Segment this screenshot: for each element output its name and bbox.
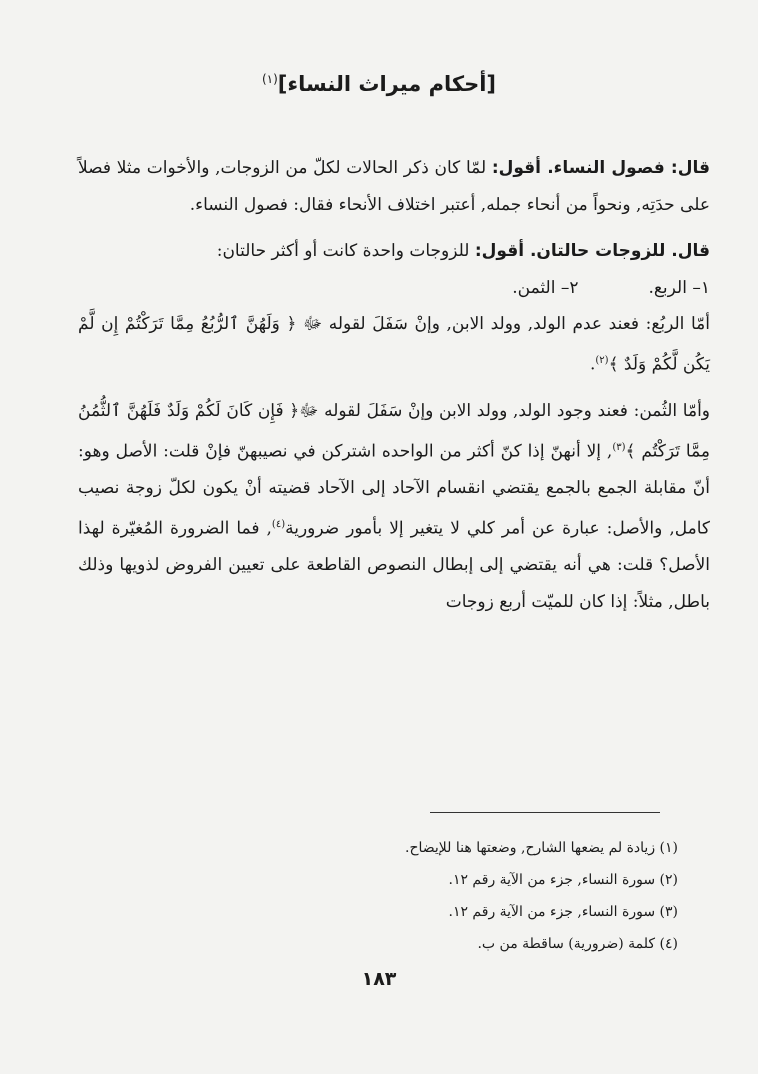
paragraph-2-text: للزوجات واحدة كانت أو أكثر حالتان: <box>216 241 475 262</box>
body-text <box>78 150 710 620</box>
footnote-ref-4: (٤) <box>271 518 286 530</box>
paragraph-2 <box>78 233 710 270</box>
paragraph-4 <box>78 393 710 620</box>
footnote-2: (٢) سورة النساء, جزء من الآية رقم ١٢. <box>448 872 678 888</box>
shares-list <box>78 270 710 307</box>
list-item: ١– الربع. <box>648 277 710 298</box>
paragraph-2-label: قال. للزوجات حالتان. أقول: <box>474 241 710 262</box>
list-item: ٢– الثمن. <box>512 277 579 298</box>
paragraph-4-rest: , إلا أنهنّ إذا كنّ أكثر من الواحده اشتركن في نصيبهنّ فإنْ قلت: الأصل وهو: أنّ مقابلة الجمع بالجمع يقتضي انقسام الآحاد إلى الآحاد قضيته أنْ يكون لكلّ زوجة نصيب كامل, والأصل: عبارة عن أمر كلي لا يتغير إلا بأمور ضرورية <box>78 441 711 539</box>
paragraph-3-end: . <box>589 354 596 375</box>
paragraph-3-text: أمّا الربُع: فعند عدم الولد, وولد الابن, وإنْ سَفَلَ لقوله ﷻ ﴿ وَلَهُنَّ ٱلرُّبُعُ مِمَّا تَرَكْتُمْ إِن لَّمْ يَكُن لَّكُمْ وَلَدٌ ﴾ <box>78 314 710 375</box>
paragraph-1 <box>78 150 710 223</box>
footnotes <box>78 832 678 960</box>
footnote-ref-3: (٣) <box>612 441 626 453</box>
page-title <box>0 72 758 96</box>
title-footnote-ref: (١) <box>261 72 278 86</box>
paragraph-1-text: لمّا كان ذكر الحالات لكلّ من الزوجات, والأخوات مثلا فصلاً على حدَتِه, ونحواً من أنحاء جمله, أعتبر اختلاف الأنحاء فقال: فصول النساء. <box>78 158 710 215</box>
paragraph-4-text: وأمّا الثُمن: فعند وجود الولد, وولد الابن وإنْ سَفَلَ لقوله ﷻ﴿ فَإِن كَانَ لَكُمْ وَلَدٌ فَلَهُنَّ ٱلثُّمُنُ مِمَّا تَرَكْتُم ﴾ <box>78 401 711 462</box>
footnote-divider <box>430 812 660 813</box>
paragraph-3 <box>78 306 710 383</box>
footnote-ref-2: (٢) <box>595 354 609 366</box>
title-text: [أحكام ميراث النساء] <box>277 72 497 96</box>
footnote-4: (٤) كلمة (ضرورية) ساقطة من ب. <box>477 936 678 952</box>
footnote-3: (٣) سورة النساء, جزء من الآية رقم ١٢. <box>448 904 678 920</box>
page-number: ١٨٣ <box>361 968 397 990</box>
paragraph-1-label: قال: فصول النساء. أقول: <box>491 158 710 178</box>
footnote-1: (١) زيادة لم يضعها الشارح, وضعتها هنا للإيضاح. <box>405 840 678 856</box>
paragraph-4-end: , فما الضرورة المُغيّرة لهذا الأصل؟ قلت: هي أنه يقتضي إلى إبطال النصوص القاطعة على تعيين الفروض لذويها وذلك باطل, مثلاً: إذا كان للميّت أربع زوجات <box>78 518 710 612</box>
